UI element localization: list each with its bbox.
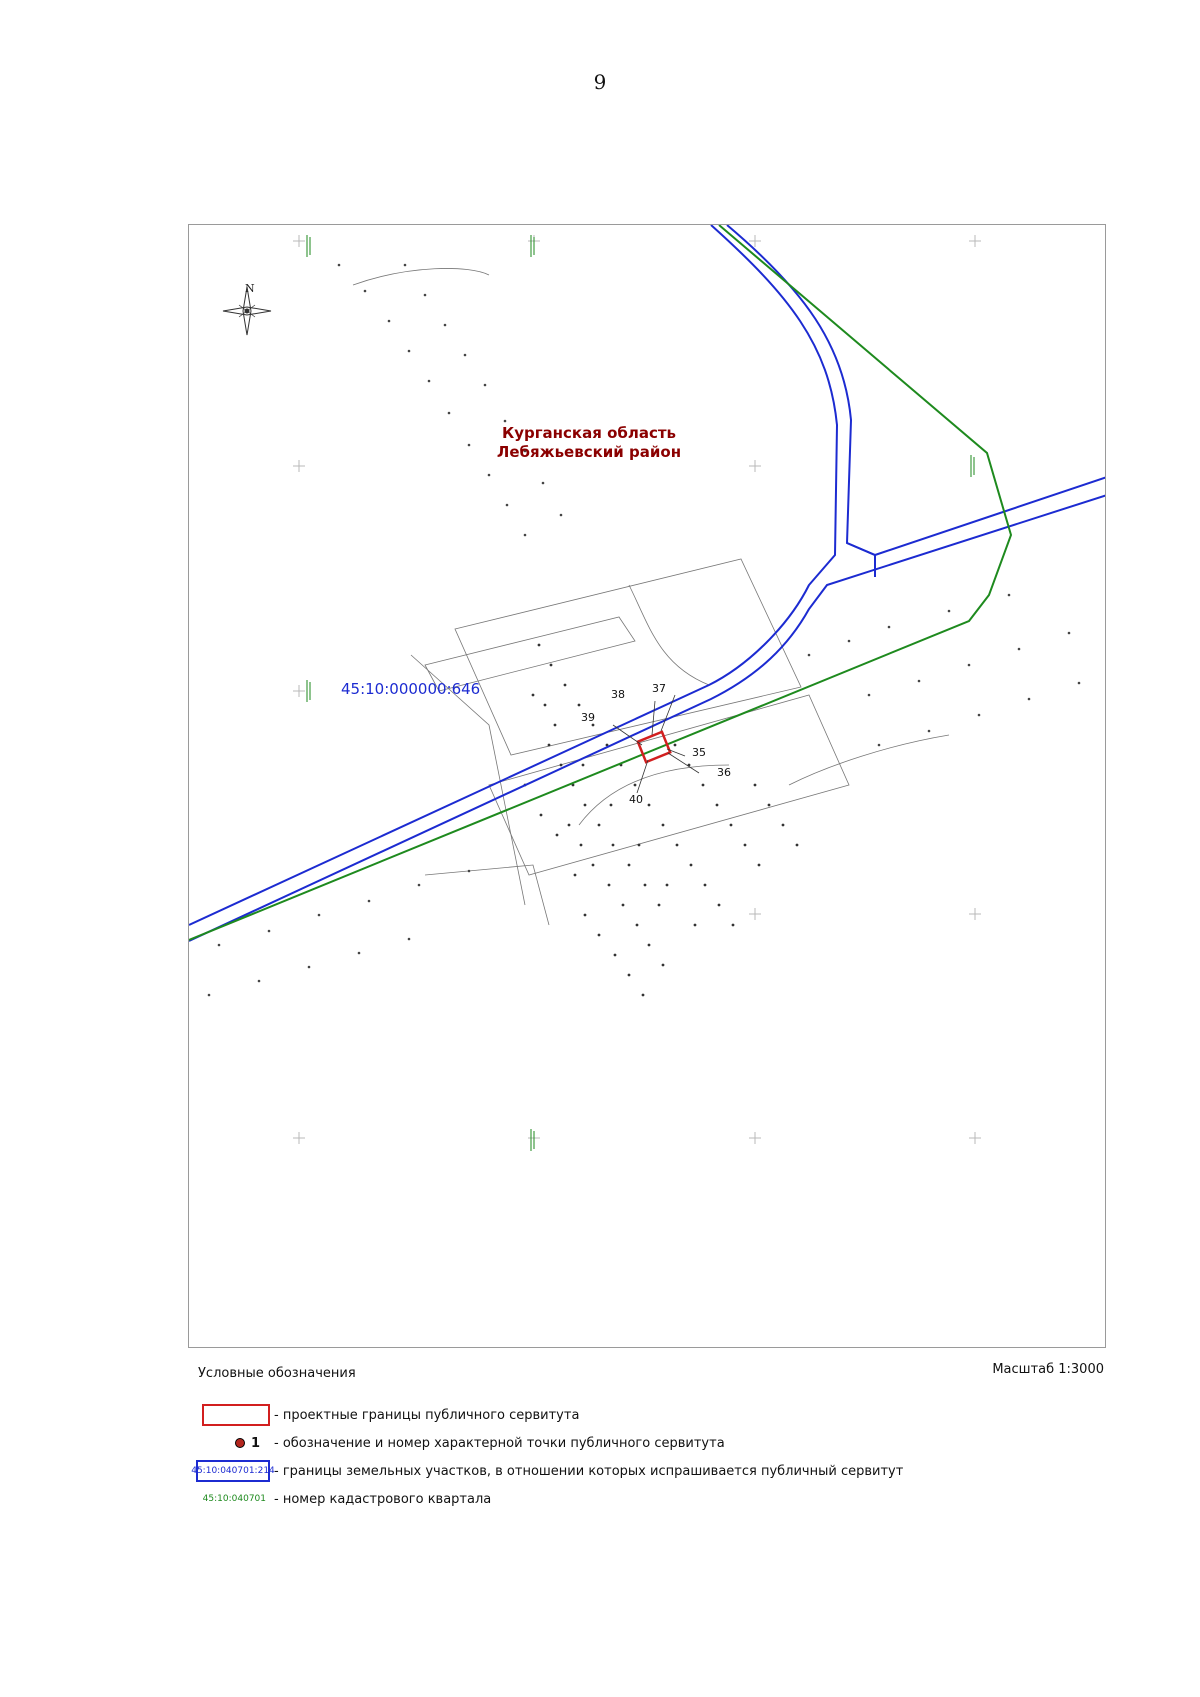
parcel-boundaries (189, 225, 1106, 941)
legend-item-servitude-boundary (186, 1402, 579, 1428)
legend-text-point: - обозначение и номер характерной точки публичного сервитута (274, 1435, 725, 1451)
legend-point-number: 1 (250, 1435, 260, 1451)
servitude-boundary[interactable] (638, 732, 670, 762)
cadastral-map[interactable] (189, 225, 1106, 1348)
legend-item-point (186, 1430, 725, 1456)
page-number: 9 (593, 70, 607, 94)
point-label-35: 35 (692, 746, 706, 759)
point-label-39: 39 (581, 711, 595, 724)
legend-text-parcel: - границы земельных участков, в отношении которых испрашивается публичный сервитут (274, 1463, 904, 1479)
legend-red-box-icon (202, 1404, 270, 1426)
point-label-38: 38 (611, 688, 625, 701)
legend-item-parcel (186, 1458, 903, 1484)
legend-parcel-box-icon: 45:10:040701:214 (196, 1460, 270, 1482)
point-label-40: 40 (629, 793, 643, 806)
settlement-outlines (353, 268, 949, 925)
legend-item-quarter (186, 1486, 491, 1512)
legend-point-icon (235, 1438, 245, 1448)
point-label-37: 37 (652, 682, 666, 695)
scale-label: Масштаб 1:3000 (992, 1362, 1104, 1377)
legend-text-servitude-boundary: - проектные границы публичного сервитута (274, 1407, 580, 1423)
legend-text-quarter: - номер кадастрового квартала (274, 1491, 492, 1507)
terrain-points (524, 644, 799, 997)
point-label-36: 36 (717, 766, 731, 779)
map-frame[interactable] (188, 224, 1106, 1348)
parcel-label[interactable]: 45:10:000000:646 (341, 680, 481, 698)
region-label-oblast: Курганская область (501, 424, 677, 442)
north-label: N (245, 282, 255, 295)
legend-title: Условные обозначения (198, 1366, 356, 1381)
legend-quarter-number: 45:10:040701 (202, 1494, 266, 1504)
region-label-district: Лебяжьевский район (496, 443, 682, 461)
quarter-boundary (189, 225, 1011, 940)
